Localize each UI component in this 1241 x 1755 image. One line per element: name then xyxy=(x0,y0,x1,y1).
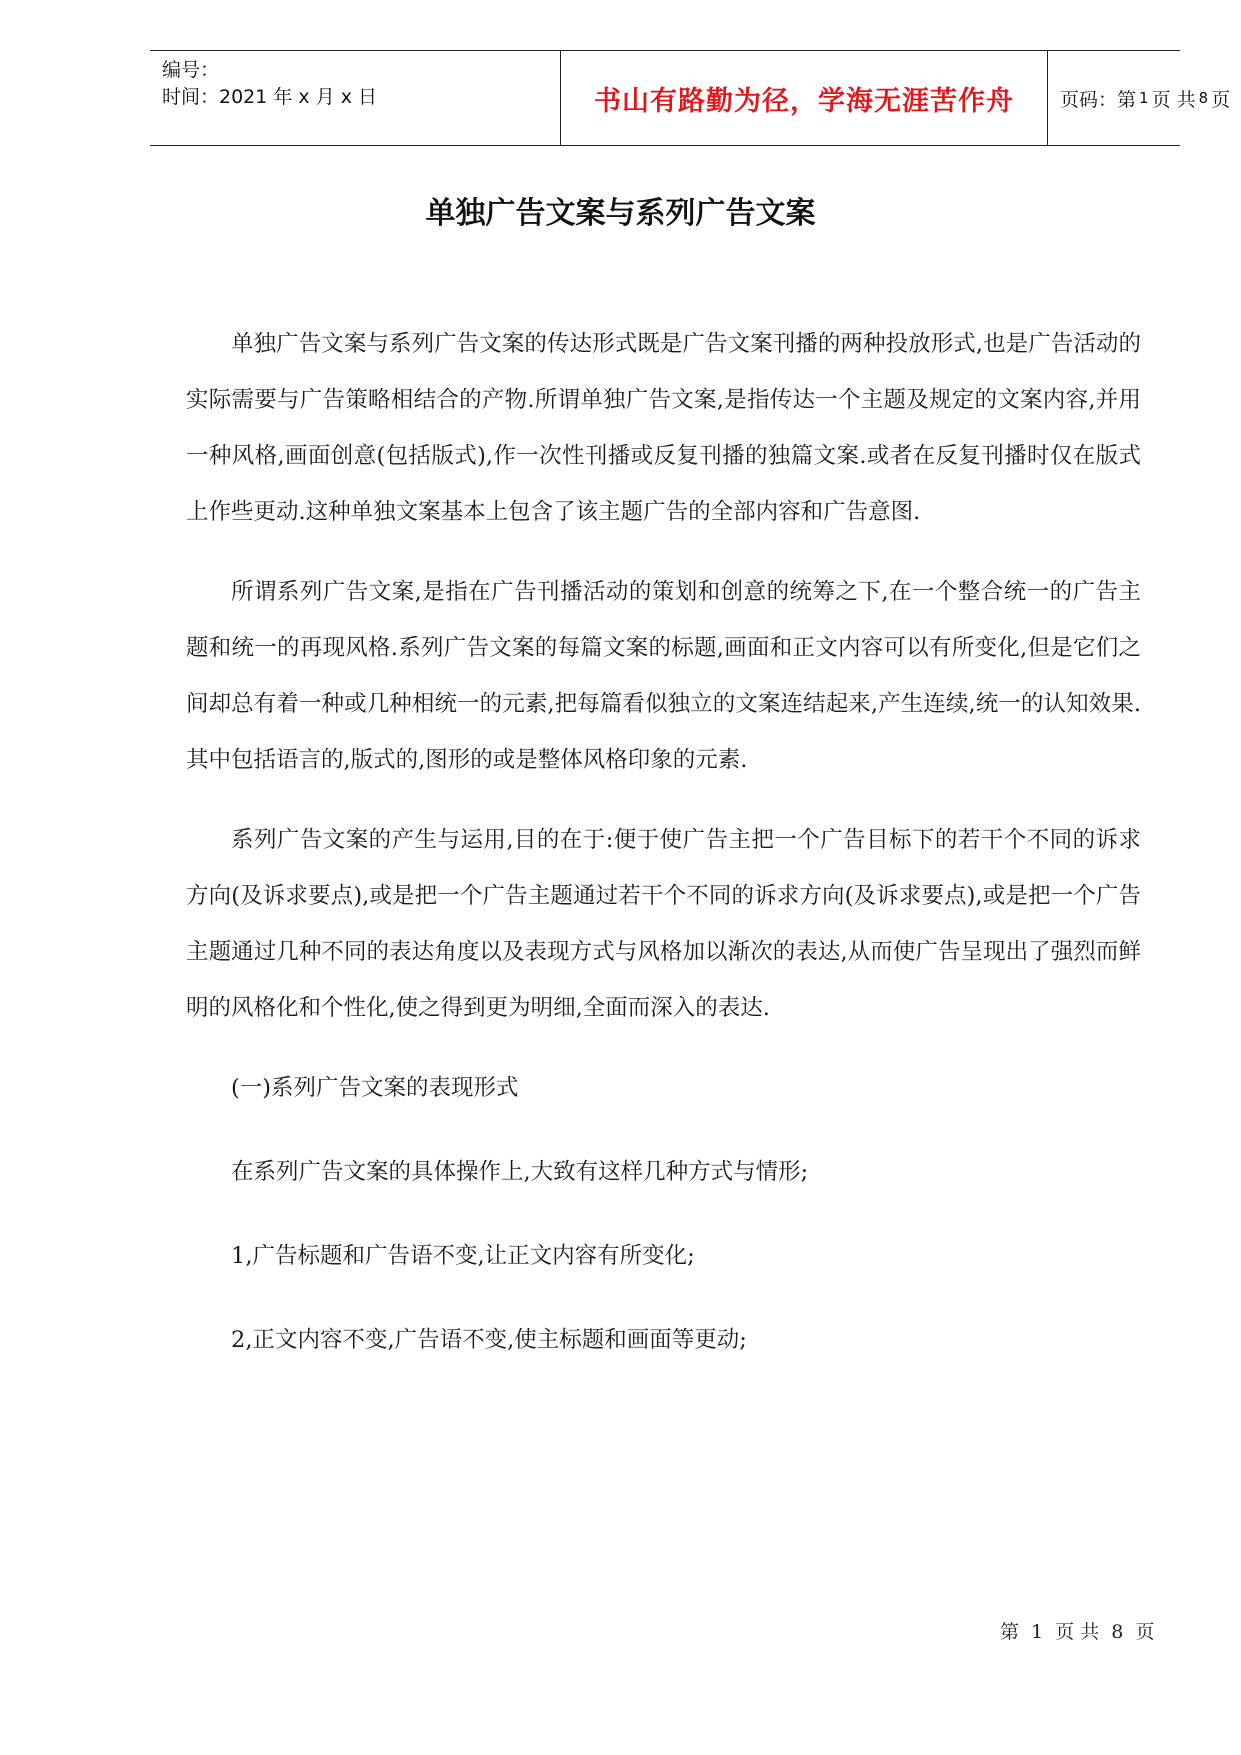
list-item: 2,正文内容不变,广告语不变,使主标题和画面等更动; xyxy=(231,1327,747,1353)
footer-suffix: 页 xyxy=(1135,1621,1155,1643)
paragraph: 单独广告文案与系列广告文案的传达形式既是广告文案刊播的两种投放形式,也是广告活动的实际需要与广告策略相结合的产物.所谓单独广告文案,是指传达一个主题及规定的文案内容,并用一种风格,画面创意(包括版式),作一次性刊播或反复刊播的独篇文案.或者在反复刊播时仅在版式上作些更动.这种单独文案基本上包含了该主题广告的全部内容和广告意图. xyxy=(186,331,1141,525)
page-total: 8 xyxy=(1198,89,1209,107)
footer-prefix: 第 xyxy=(1000,1621,1020,1643)
paragraph: 在系列广告文案的具体操作上,大致有这样几种方式与情形; xyxy=(231,1159,809,1185)
page-prefix: 页码：第 xyxy=(1060,88,1137,111)
header-divider xyxy=(560,51,561,145)
time-label: 时间：2021 年 x 月 x 日 xyxy=(162,86,378,108)
page-current: 1 xyxy=(1139,89,1149,107)
header-motto: 书山有路勤为径，学海无涯苦作舟 xyxy=(594,85,1014,117)
page-suffix: 页 xyxy=(1211,88,1231,111)
document-body xyxy=(186,316,1141,1396)
paragraph: 所谓系列广告文案,是指在广告刊播活动的策划和创意的统筹之下,在一个整合统一的广告主题和统一的再现风格.系列广告文案的每篇文案的标题,画面和正文内容可以有所变化,但是它们之间却总有着一种或几种相统一的元素,把每篇看似独立的文案连结起来,产生连续,统一的认知效果.其中包括语言的,版式的,图形的或是整体风格印象的元素. xyxy=(186,579,1141,773)
paragraph: 系列广告文案的产生与运用,目的在于:便于使广告主把一个广告目标下的若干个不同的诉求方向(及诉求要点),或是把一个广告主题通过若干个不同的诉求方向(及诉求要点),或是把一个广告主题通过几种不同的表达角度以及表现方式与风格加以渐次的表达,从而使广告呈现出了强烈而鲜明的风格化和个性化,使之得到更为明细,全面而深入的表达. xyxy=(186,827,1141,1021)
list-item: 1,广告标题和广告语不变,让正文内容有所变化; xyxy=(231,1243,695,1269)
serial-label: 编号： xyxy=(162,59,220,81)
section-heading: (一)系列广告文案的表现形式 xyxy=(231,1075,519,1101)
header-page-number xyxy=(1060,51,1231,145)
footer-total: 8 xyxy=(1111,1621,1124,1643)
document-title: 单独广告文案与系列广告文案 xyxy=(425,196,816,231)
page-mid: 页 共 xyxy=(1151,88,1196,111)
page-footer xyxy=(1000,1617,1154,1644)
footer-mid: 页 共 xyxy=(1055,1621,1100,1643)
header-divider xyxy=(1047,51,1048,145)
header-info xyxy=(162,57,554,111)
footer-current: 1 xyxy=(1031,1621,1044,1643)
page-header xyxy=(150,50,1231,146)
